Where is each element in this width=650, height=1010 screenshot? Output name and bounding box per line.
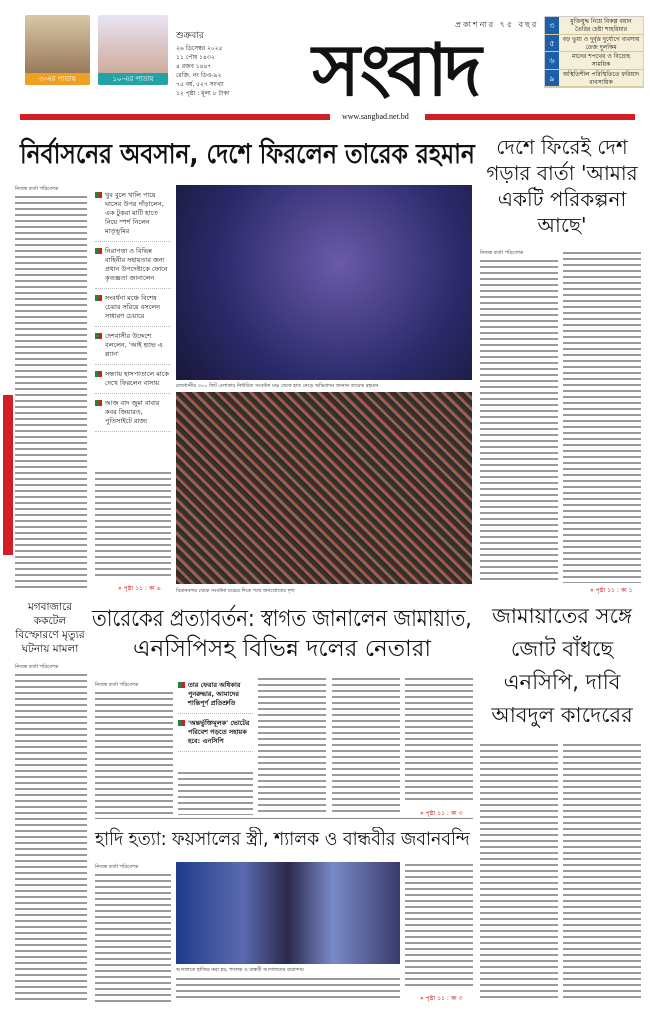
promo-caption: ৩-এর পাতায় xyxy=(25,73,90,85)
index-item[interactable] xyxy=(545,17,643,35)
article-body xyxy=(95,690,173,815)
index-item[interactable] xyxy=(545,70,643,88)
jump-link[interactable]: » পৃষ্ঠা ১১ : কা ৩ xyxy=(420,810,463,817)
index-box xyxy=(544,16,644,88)
third-headline[interactable]: হাদি হত্যা: ফয়সালের স্ত্রী, শ্যালক ও বান্ধবীর জবানবন্দি xyxy=(95,828,470,850)
index-text: বড় ভুয়া ও দুর্বৃত্ত দুর্যোগে ব্যবসায় তেজ দুলকিম xyxy=(562,35,640,51)
bullet-item: সংবর্ধনা মঞ্চে বিশেষ চেয়ার সরিয়ে বসলেন সাধারণ চেয়ারে xyxy=(95,289,171,327)
second-headline[interactable] xyxy=(92,604,472,666)
article-body xyxy=(15,672,87,1002)
lead-headline[interactable]: নির্বাসনের অবসান, দেশে ফিরলেন তারেক রহমান xyxy=(20,139,475,170)
lead-headline-box xyxy=(20,138,475,174)
date-line: ১২ পৃষ্ঠা : মূল্য ৮ টাকা xyxy=(176,90,230,97)
article-body xyxy=(405,676,473,804)
side-lead-headline[interactable]: দেশে ফিরেই দেশ গড়ার বার্তা 'আমার একটি পরিকল্পনা আছে' xyxy=(486,135,638,237)
article-body xyxy=(178,770,253,815)
lead-photo[interactable] xyxy=(176,185,472,380)
byline: নিজস্ব বার্তা পরিবেশক xyxy=(480,250,524,256)
bullet-item: নিরাপত্তা ও বিভিন্ন বাহিনীর সহায়তার জন্য প্রধান উপদেষ্টাকে ফোনে কৃতজ্ঞতা জানালেন xyxy=(95,242,171,289)
promo-caption: ১০-এর পাতায় xyxy=(98,73,168,85)
divider xyxy=(95,818,473,819)
jump-link[interactable]: » পৃষ্ঠা ১১ : কা ৬ xyxy=(118,585,161,592)
article-body xyxy=(176,976,400,1002)
index-page: ৫ xyxy=(545,35,559,52)
promo-thumb-2[interactable] xyxy=(98,15,168,85)
bullet-item: 'অন্তর্ভুক্তিমূলক' ভোটের পরিবেশ গড়তে সহায়ক হবে: এনসিপি xyxy=(178,714,253,752)
bullet-item: সন্ধ্যায় হাসপাতালে মাকে দেখে ফিরলেন বাসায় xyxy=(95,365,171,394)
article-body xyxy=(563,250,641,583)
index-page: ৩ xyxy=(545,17,559,34)
weekday: শুক্রবার xyxy=(176,31,204,41)
index-text: মানের শপথের ও বিদ্রোহ সাময়িক xyxy=(571,53,631,68)
article-body xyxy=(480,742,558,1002)
header-rule-right xyxy=(425,114,635,120)
article-body xyxy=(480,258,558,583)
third-headline-box xyxy=(95,824,470,856)
masthead-logo xyxy=(250,27,540,112)
date-line: ৪ রজব ১৪৪৭ xyxy=(176,63,212,70)
website-link[interactable]: www.sangbad.net.bd xyxy=(342,112,409,121)
index-page: ৯ xyxy=(545,70,559,87)
article-body xyxy=(15,194,87,589)
index-item[interactable] xyxy=(545,52,643,70)
date-line: ১১ পৌষ ১৪৩২ xyxy=(176,54,215,61)
date-line: ২৬ ডিসেম্বর ২০২৫ xyxy=(176,45,223,52)
left-story-headline[interactable]: মগবাজারে ককটেল বিস্ফোরণে মৃত্যুর ঘটনায় মামলা xyxy=(15,601,85,655)
index-page: ৬ xyxy=(545,52,559,69)
byline: নিজস্ব বার্তা পরিবেশক xyxy=(15,664,59,670)
index-item[interactable] xyxy=(545,35,643,53)
article-body xyxy=(405,862,473,990)
bullet-item: দেশবাসীর উদ্দেশে বললেন, 'আই হ্যাভ এ প্ল্যান' xyxy=(95,327,171,365)
bullet-item: আজ বাদ জুমা বাবার কবর জিয়ারত, পুতিসাইটে রাজ্য xyxy=(95,394,171,432)
article-body xyxy=(95,872,171,1002)
photo-caption: আদালতে হাজির করা হয়, শ্যালক ও বান্ধবী আদালতের বারান্দায় xyxy=(176,967,304,973)
vertical-label-strip xyxy=(3,395,13,555)
second-bullets xyxy=(178,676,253,752)
photo-caption: বিমানবন্দর থেকে সংবর্ধনা মঞ্চের দিকে পথে জনস্রোতের দৃশ্য xyxy=(176,588,295,594)
masthead-logo-text: সংবাদ xyxy=(312,27,478,112)
jump-link[interactable]: » পৃষ্ঠা ১১ : কা ৩ xyxy=(420,995,463,1002)
date-line: রেজি. নং ডিএ-৯২ xyxy=(176,72,222,79)
index-text: মুক্তিযুদ্ধ নিয়ে বিকল্প বয়ান তৈরির চেষ্টা শাহরিয়ার xyxy=(570,18,632,33)
index-text: অস্থিতিশীল পরিস্থিতিতে ফরিয়াদ ব্যবসায়িক xyxy=(562,70,640,86)
promo-thumb-1[interactable] xyxy=(25,15,90,85)
header-rule-left xyxy=(20,114,330,120)
photo-caption: রাজধানীর ৩০০ ফিট এলাকায় নির্ধারিত সংবর্ধনা মঞ্চ থেকে হাত নেড়ে অভিবাদন জানান তারেক রহমান xyxy=(176,383,379,389)
second-headline-line: তারেকের প্রত্যাবর্তন: স্বাগত জানালেন জামায়াত, xyxy=(92,606,472,632)
article-body xyxy=(258,676,326,816)
byline: নিজস্ব বার্তা পরিবেশক xyxy=(15,186,59,192)
dateline xyxy=(176,32,246,98)
byline: নিজস্ব বার্তা পরিবেশক xyxy=(95,682,139,688)
jump-link[interactable]: » পৃষ্ঠা ১১ : কা ১ xyxy=(590,587,633,594)
article-body xyxy=(95,470,171,578)
byline: নিজস্ব বার্তা পরিবেশক xyxy=(95,864,139,870)
side-second-headline[interactable]: জামায়াতের সঙ্গে জোট বাঁধছে এনসিপি, দাবি আবদুল কাদেরের xyxy=(491,604,633,727)
tagline: প্রকাশনার ৭৫ বছর xyxy=(455,20,539,29)
bullet-item: তার ফেরার অধিকার পুনরুদ্ধার, আমাদের শান্তিপূর্ণ প্রতিশ্রুতি xyxy=(178,676,253,714)
article-body xyxy=(563,742,641,1002)
date-line: ৭৫ বর্ষ, ৫২৭ সংখ্যা xyxy=(176,81,224,88)
lead-bullets xyxy=(95,186,171,432)
second-headline-line: এনসিপিসহ বিভিন্ন দলের নেতারা xyxy=(132,636,432,662)
third-photo[interactable] xyxy=(176,862,400,964)
crowd-photo[interactable] xyxy=(176,392,472,584)
article-body xyxy=(332,676,400,816)
bullet-item: খুব বুলে খালি পায়ে ঘাসের উপর দাঁড়ালেন, এক টুকরা মাটি হাতে নিয়ে স্পর্শ নিলেন মাতৃভূমির xyxy=(95,186,171,242)
